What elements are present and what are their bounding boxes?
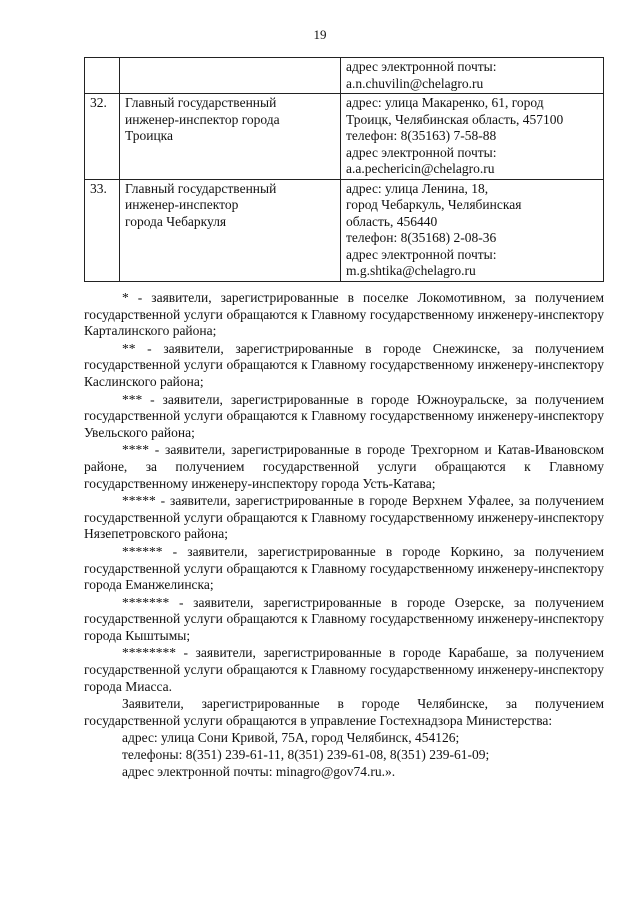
contact-cell — [341, 58, 604, 94]
footnote-5: ***** - заявители, зарегистрированные в городе Верхнем Уфалее, за получением государственной услуги обращаются к Главному государственному инженеру-инспектору Нязепетровского района; — [84, 493, 604, 542]
footnote-6: ****** - заявители, зарегистрированные в городе Коркино, за получением государственной услуги обращаются к Главному государственному инженеру-инспектору города Еманжелинска; — [84, 543, 604, 593]
footnotes — [84, 290, 604, 780]
contact-line: адрес электронной почты: — [346, 144, 497, 160]
ministry-address: адрес: улица Сони Кривой, 75А, город Челябинск, 454126; — [122, 730, 460, 746]
row-number: 32. — [85, 94, 120, 180]
contact-line: адрес электронной почты: — [346, 59, 497, 74]
row-number: 33. — [85, 179, 120, 281]
table-row — [85, 179, 604, 281]
position-cell — [120, 179, 341, 281]
position-line: Главный государственный — [125, 180, 277, 196]
table-row — [85, 58, 604, 94]
footnote-1: * - заявители, зарегистрированные в поселке Локомотивном, за получением государственной услуги обращаются к Главному государственному инженеру-инспектору Карталинского района; — [84, 290, 604, 339]
ministry-phones: телефоны: 8(351) 239-61-11, 8(351) 239-61-08, 8(351) 239-61-09; — [122, 747, 490, 763]
position-cell — [120, 58, 341, 94]
contact-line: город Чебаркуль, Челябинская — [346, 197, 522, 212]
email-line: a.a.pechericin@chelagro.ru — [346, 161, 495, 176]
page-number: 19 — [313, 27, 327, 42]
phone-line: телефон: 8(35168) 2-08-36 — [346, 230, 497, 245]
footnote-4: **** - заявители, зарегистрированные в городе Трехгорном и Катав-Ивановском районе, за получением государственной услуги обращаются к Главному государственному инженеру-инспектору города Усть-Катава; — [84, 442, 604, 491]
contact-line: адрес электронной почты: — [346, 246, 497, 262]
position-line: инженер-инспектор — [125, 197, 239, 212]
position-line: Троицка — [125, 128, 174, 143]
email-line: a.n.chuvilin@chelagro.ru — [346, 75, 484, 91]
officials-table — [84, 57, 604, 282]
footnote-7: ******* - заявители, зарегистрированные в городе Озерске, за получением государственной услуги обращаются к Главному государственному инженеру-инспектору города Кыштымы; — [84, 594, 604, 643]
contact-line: область, 456440 — [346, 213, 438, 229]
contact-line: адрес: улица Макаренко, 61, город — [346, 95, 544, 110]
contact-cell — [341, 179, 604, 281]
contact-line: Троицк, Челябинская область, 457100 — [346, 111, 564, 127]
footnote-3: *** - заявители, зарегистрированные в городе Южноуральске, за получением государственной услуги обращаются к Главному государственному инженеру-инспектору Увельского района; — [84, 391, 604, 440]
email-line: m.g.shtika@chelagro.ru — [346, 263, 476, 278]
chelyabinsk-paragraph: Заявители, зарегистрированные в городе Челябинске, за получением государственной услуги обращаются в управление Гостехнадзора Министерства: — [84, 696, 604, 728]
position-line: инженер-инспектор города — [125, 111, 280, 127]
position-line: Главный государственный — [125, 95, 277, 110]
contact-cell — [341, 94, 604, 180]
phone-line: телефон: 8(35163) 7-58-88 — [346, 128, 497, 143]
position-line: города Чебаркуля — [125, 213, 227, 229]
footnote-2: ** - заявители, зарегистрированные в городе Снежинске, за получением государственной услуги обращаются к Главному государственному инженеру-инспектору Каслинского района; — [84, 340, 604, 389]
contact-line: адрес: улица Ленина, 18, — [346, 180, 489, 196]
table-row — [85, 94, 604, 180]
footnote-8: ******** - заявители, зарегистрированные в городе Карабаше, за получением государственной услуги обращаются к Главному государственному инженеру-инспектору города Миасса. — [84, 645, 604, 694]
ministry-email: адрес электронной почты: minagro@gov74.ru.». — [122, 763, 396, 779]
position-cell — [120, 94, 341, 180]
row-number — [85, 58, 120, 94]
